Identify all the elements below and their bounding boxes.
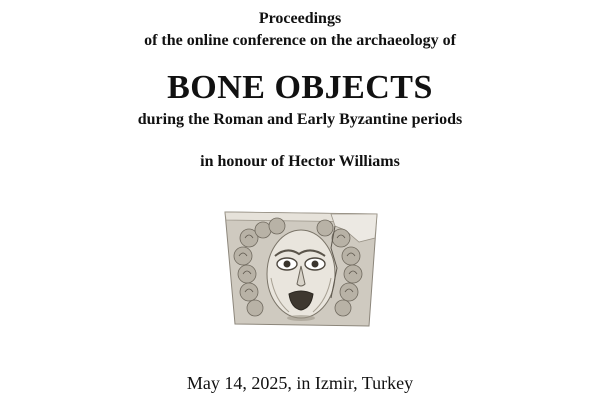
bone-mask-relief-image (219, 208, 383, 330)
subtitle-periods: during the Roman and Early Byzantine periods (137, 111, 463, 128)
proceedings-heading: Proceedings (258, 10, 342, 27)
date-and-location: May 14, 2025, in Izmir, Turkey (186, 373, 414, 393)
dedication-line: in honour of Hector Williams (200, 153, 400, 170)
conference-description: of the online conference on the archaeology of (144, 32, 456, 49)
main-title: BONE OBJECTS (167, 69, 433, 106)
